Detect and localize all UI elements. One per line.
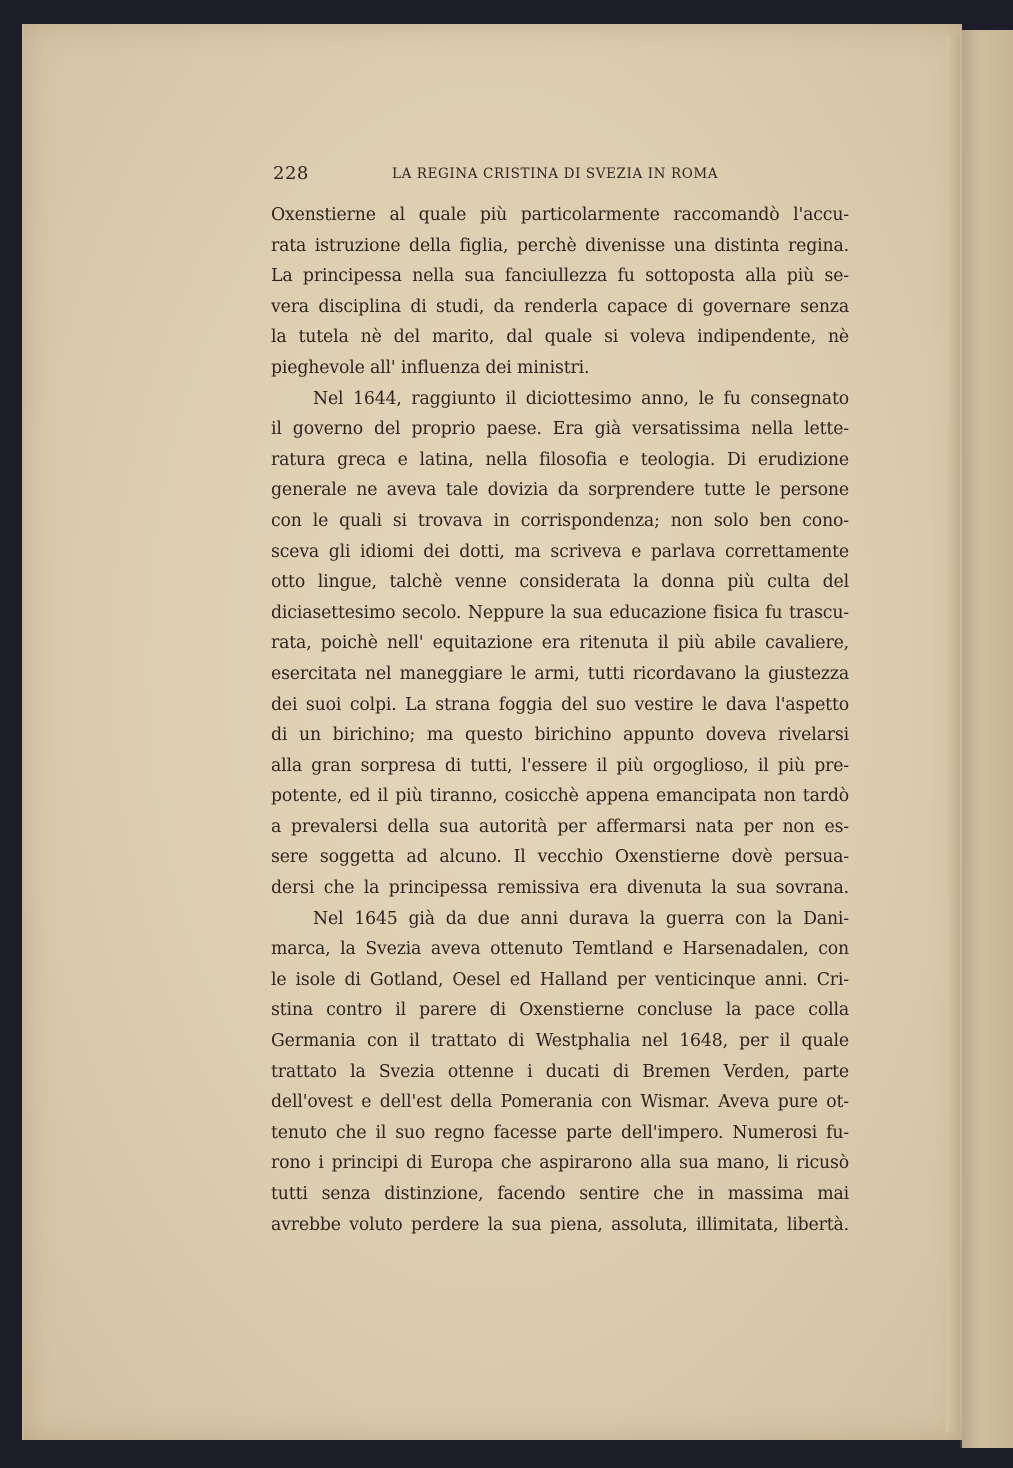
- text-line: con le quali si trovava in corrispondenza; non solo ben cono-: [271, 510, 849, 531]
- text-line: rata istruzione della figlia, perchè divenisse una distinta regina.: [271, 235, 849, 256]
- text-line: tutti senza distinzione, facendo sentire che in massima mai: [271, 1184, 849, 1204]
- page-fore-edge: [946, 36, 960, 1432]
- text-line: Oxenstierne al quale più particolarmente raccomandò l'accu-: [271, 205, 849, 225]
- text-line: Nel 1645 già da due anni durava la guerra con la Dani-: [313, 908, 849, 929]
- text-line: diciasettesimo secolo. Neppure la sua educazione fisica fu trascu-: [271, 602, 849, 623]
- text-line: tenuto che il suo regno facesse parte dell'impero. Numerosi fu-: [271, 1122, 849, 1143]
- adjacent-page-edge: [960, 30, 1013, 1448]
- text-line: di un birichino; ma questo birichino appunto doveva rivelarsi: [271, 725, 849, 746]
- text-line: dei suoi colpi. La strana foggia del suo vestire le dava l'aspetto: [271, 694, 849, 715]
- text-line: stina contro il parere di Oxenstierne concluse la pace colla: [271, 1000, 849, 1021]
- body-text: [271, 200, 849, 1240]
- text-line: dell'ovest e dell'est della Pomerania con Wismar. Aveva pure ot-: [271, 1092, 849, 1113]
- text-line: le isole di Gotland, Oesel ed Halland per venticinque anni. Cri-: [271, 969, 849, 990]
- text-line: ratura greca e latina, nella filosofia e teologia. Di erudizione: [271, 449, 849, 470]
- text-line: dersi che la principessa remissiva era divenuta la sua sovrana.: [271, 878, 849, 899]
- text-line: il governo del proprio paese. Era già versatissima nella lette-: [271, 419, 849, 440]
- text-line: vera disciplina di studi, da renderla capace di governare senza: [271, 296, 849, 317]
- text-line: marca, la Svezia aveva ottenuto Temtland e Harsenadalen, con: [271, 939, 849, 960]
- text-line: pieghevole all' influenza dei ministri.: [271, 357, 590, 378]
- text-line: la tutela nè del marito, dal quale si voleva indipendente, nè: [271, 327, 849, 348]
- page-number: 228: [273, 163, 309, 184]
- text-line: avrebbe voluto perdere la sua piena, assoluta, illimitata, libertà.: [271, 1214, 849, 1235]
- text-line: trattato la Svezia ottenne i ducati di Bremen Verden, parte: [271, 1061, 849, 1082]
- text-line: alla gran sorpresa di tutti, l'essere il più orgoglioso, il più pre-: [271, 755, 849, 776]
- text-line: Germania con il trattato di Westphalia nel 1648, per il quale: [271, 1031, 849, 1052]
- text-line: sere soggetta ad alcuno. Il vecchio Oxenstierne dovè persua-: [271, 847, 849, 868]
- page-header: [273, 163, 853, 193]
- text-line: rono i principi di Europa che aspirarono alla sua mano, li ricusò: [271, 1153, 849, 1174]
- text-line: sceva gli idiomi dei dotti, ma scriveva e parlava correttamente: [271, 541, 849, 562]
- text-line: Nel 1644, raggiunto il diciottesimo anno, le fu consegnato: [313, 388, 849, 409]
- text-line: rata, poichè nell' equitazione era ritenuta il più abile cavaliere,: [271, 633, 849, 654]
- text-line: otto lingue, talchè venne considerata la donna più culta del: [271, 572, 849, 593]
- text-line: La principessa nella sua fanciullezza fu sottoposta alla più se-: [271, 266, 849, 287]
- text-line: generale ne aveva tale dovizia da sorprendere tutte le persone: [271, 480, 849, 501]
- text-line: potente, ed il più tiranno, cosicchè appena emancipata non tardò: [271, 786, 849, 807]
- text-line: esercitata nel maneggiare le armi, tutti ricordavano la giustezza: [271, 663, 849, 684]
- running-title: LA REGINA CRISTINA DI SVEZIA IN ROMA: [392, 166, 719, 182]
- text-line: a prevalersi della sua autorità per affermarsi nata per non es-: [271, 816, 849, 837]
